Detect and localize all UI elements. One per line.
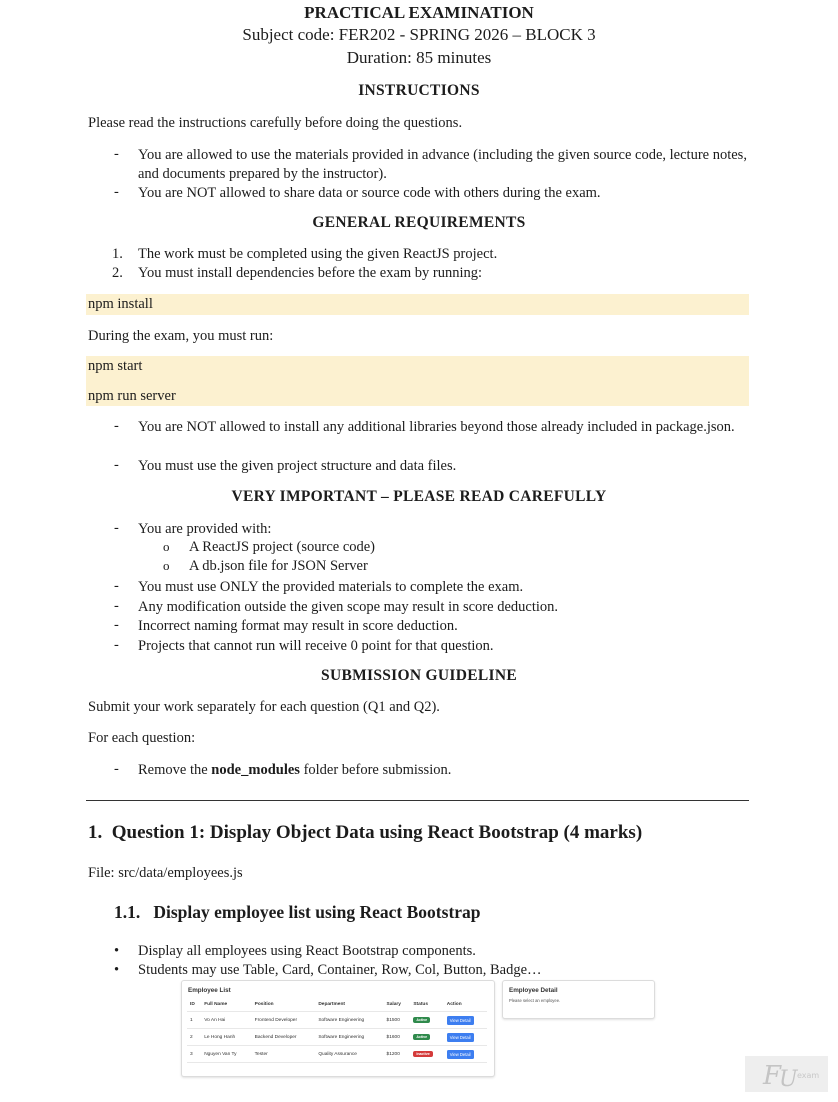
svg-text:exam: exam [797,1071,820,1080]
question-1-1-heading: 1.1. Display employee list using React Bootstrap [114,902,481,922]
node-modules-label: node_modules [211,762,300,778]
during-text: During the exam, you must run: [88,328,274,344]
col-status: Status [410,998,443,1012]
status-badge: Active [413,1034,430,1040]
exam-title: PRACTICAL EXAMINATION [304,3,534,22]
duration: Duration: 85 minutes [346,48,492,67]
general-requirements-heading: GENERAL REQUIREMENTS [312,214,526,231]
instructions-intro: Please read the instructions carefully before doing the questions. [88,115,463,131]
employee-list-card [181,980,495,1077]
section-divider [86,800,749,801]
table-row: 2 Le Hong Hanh Backend Developer Software Engineering $1600 Active View Detail [187,1029,487,1046]
view-detail-button[interactable]: View Detail [447,1016,474,1025]
table-row: 1 Vo An Hai Frontend Developer Software Engineering $1500 Active View Detail [187,1012,487,1029]
watermark-logo [745,1056,828,1092]
col-position: Position [252,998,316,1012]
svg-text:U: U [779,1067,798,1092]
employee-table [187,998,487,1063]
submission-text: Submit your work separately for each question (Q1 and Q2). [88,699,440,715]
code-install: npm install [86,294,749,315]
status-badge: Active [413,1017,430,1023]
employee-detail-title: Employee Detail [509,987,558,994]
subject-code: Subject code: FER202 - SPRING 2026 – BLOCK 3 [242,25,596,44]
employee-detail-card [502,980,655,1019]
table-row: 3 Nguyen Van Ty Tester Quality Assurance $1200 Inactive View Detail [187,1046,487,1063]
employee-list-title: Employee List [188,987,231,994]
col-full-name: Full Name [201,998,251,1012]
svg-text:F: F [763,1061,782,1091]
important-heading: VERY IMPORTANT – PLEASE READ CAREFULLY [231,488,607,505]
view-detail-button[interactable]: View Detail [447,1033,474,1042]
submission-subtext: For each question: [88,730,196,746]
instructions-heading: INSTRUCTIONS [358,82,480,99]
employee-detail-text: Please select an employee. [509,998,561,1003]
submission-heading: SUBMISSION GUIDELINE [321,667,517,684]
question-1-heading: 1. Question 1: Display Object Data using React Bootstrap (4 marks) [88,822,643,843]
view-detail-button[interactable]: View Detail [447,1050,474,1059]
col-action: Action [444,998,487,1012]
col-id: ID [187,998,201,1012]
code-run: npm start npm run server [86,356,749,406]
col-salary: Salary [384,998,411,1012]
col-department: Department [315,998,383,1012]
fu-logo-icon [745,1056,828,1092]
table-header-row [187,998,487,1012]
status-badge: Inactive [413,1051,432,1057]
question-1-file: File: src/data/employees.js [88,865,243,881]
